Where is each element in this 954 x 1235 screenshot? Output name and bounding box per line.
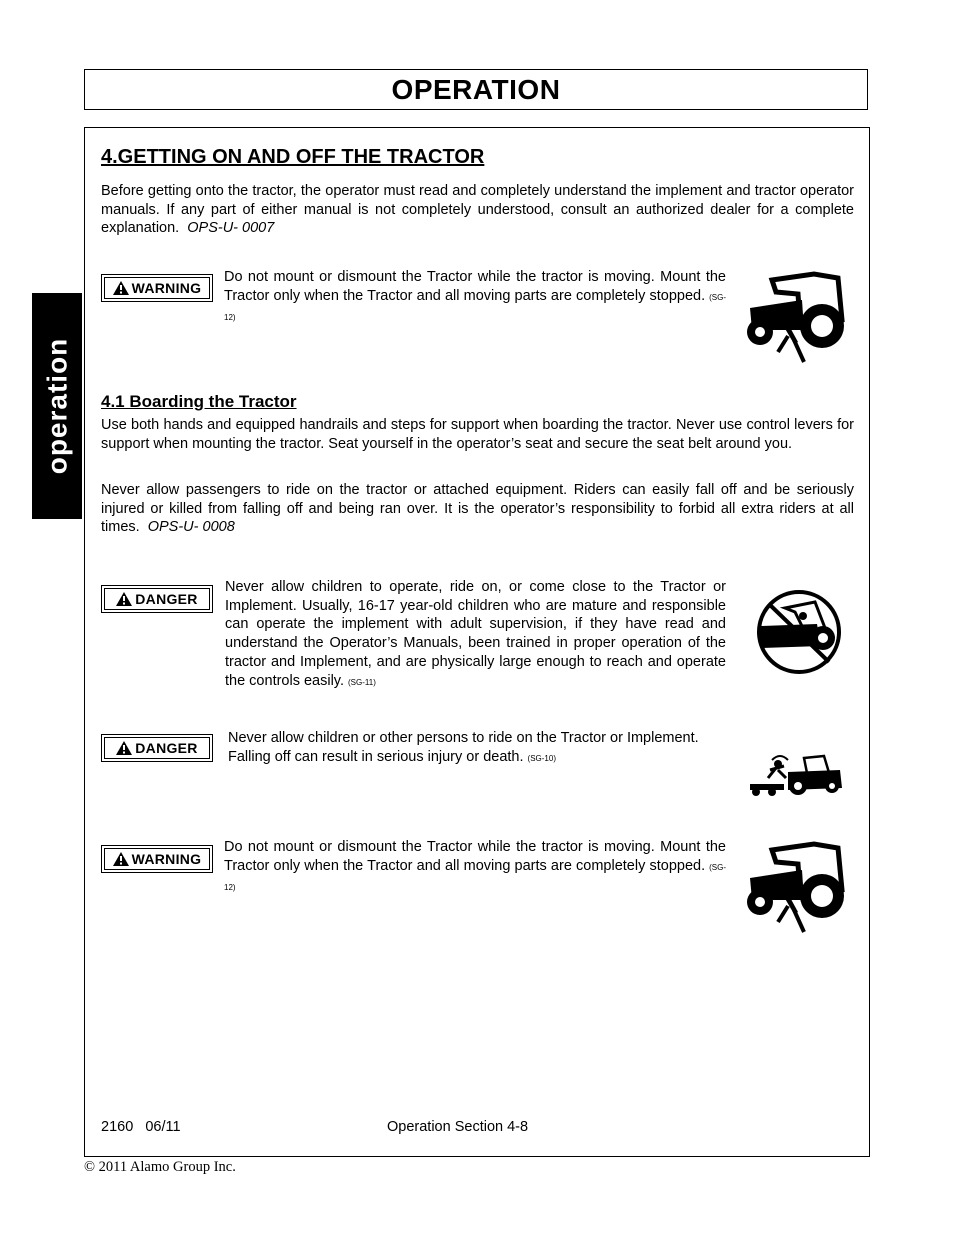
subsection-title: 4.1 Boarding the Tractor [101, 392, 297, 411]
danger-sign [101, 734, 213, 762]
footer-page-number: Operation Section 4-8 [387, 1119, 529, 1135]
safety-code: (SG-11) [348, 677, 376, 687]
intro-code: OPS-U- 0007 [187, 220, 275, 237]
header-title: OPERATION [391, 73, 561, 105]
warning-label: WARNING [131, 280, 202, 296]
warning-text: Do not mount or dismount the Tractor while the tractor is moving. Mount the Tractor only when the Tractor and all moving parts are completely stopped. (SG-12) [224, 839, 726, 893]
alert-triangle-icon [113, 281, 129, 295]
side-tab-label: operation [41, 337, 72, 475]
danger-sign [101, 585, 213, 613]
safety-code: (SG-12) [224, 292, 726, 323]
alert-triangle-icon [113, 852, 129, 866]
section-title: 4.GETTING ON AND OFF THE TRACTOR [101, 146, 485, 168]
alert-triangle-icon [116, 741, 132, 755]
boarding-paragraph: Use both hands and equipped handrails and steps for support when boarding the tractor. Never use control levers for support when mounting the tractor. Seat yourself in the operator’s seat and secure the seat belt around you. [101, 417, 854, 452]
alert-triangle-icon [116, 592, 132, 606]
warning-label: WARNING [131, 851, 202, 867]
side-tab [32, 293, 82, 519]
tractor-dismount-icon [742, 270, 846, 370]
warning-text: Do not mount or dismount the Tractor while the tractor is moving. Mount the Tractor only when the Tractor and all moving parts are completely stopped. (SG-12) [224, 269, 726, 323]
passenger-paragraph: Never allow passengers to ride on the tractor or attached equipment. Riders can easily fall off and be seriously injured or killed from falling off and being ran over. It is the operator’s responsibility to forbid all extra riders at all times. OPS-U- 0008 [101, 482, 854, 536]
intro-paragraph: Before getting onto the tractor, the operator must read and completely understand the implement and tractor operator manuals. If any part of either manual is not completely understood, consult an authorized dealer for a complete explanation. OPS-U- 0007 [101, 183, 854, 237]
danger-text: Never allow children to operate, ride on, or come close to the Tractor or Implement. Usually, 16-17 year-old children who are mature and responsible can operate the implement with adult supervision, if they have read and understand the Operator’s Manuals, been trained in proper operation of the tractor and Implement, and are physically large enough to reach and operate the controls easily. (SG-11) [225, 579, 726, 689]
copyright: © 2011 Alamo Group Inc. [84, 1159, 236, 1175]
safety-code: (SG-12) [224, 862, 726, 893]
safety-code: (SG-10) [527, 753, 556, 763]
no-children-icon [755, 588, 843, 676]
footer-model-date: 2160 06/11 [101, 1119, 181, 1135]
danger-label: DANGER [135, 740, 198, 756]
page-header [84, 69, 868, 110]
rider-falling-icon [748, 750, 844, 800]
warning-sign [101, 274, 213, 302]
tractor-dismount-icon [742, 840, 846, 940]
passenger-code: OPS-U- 0008 [147, 519, 235, 536]
danger-text: Never allow children or other persons to ride on the Tractor or Implement. Falling off can result in serious injury or death. (SG-10) [228, 730, 699, 765]
warning-sign [101, 845, 213, 873]
danger-label: DANGER [135, 591, 198, 607]
